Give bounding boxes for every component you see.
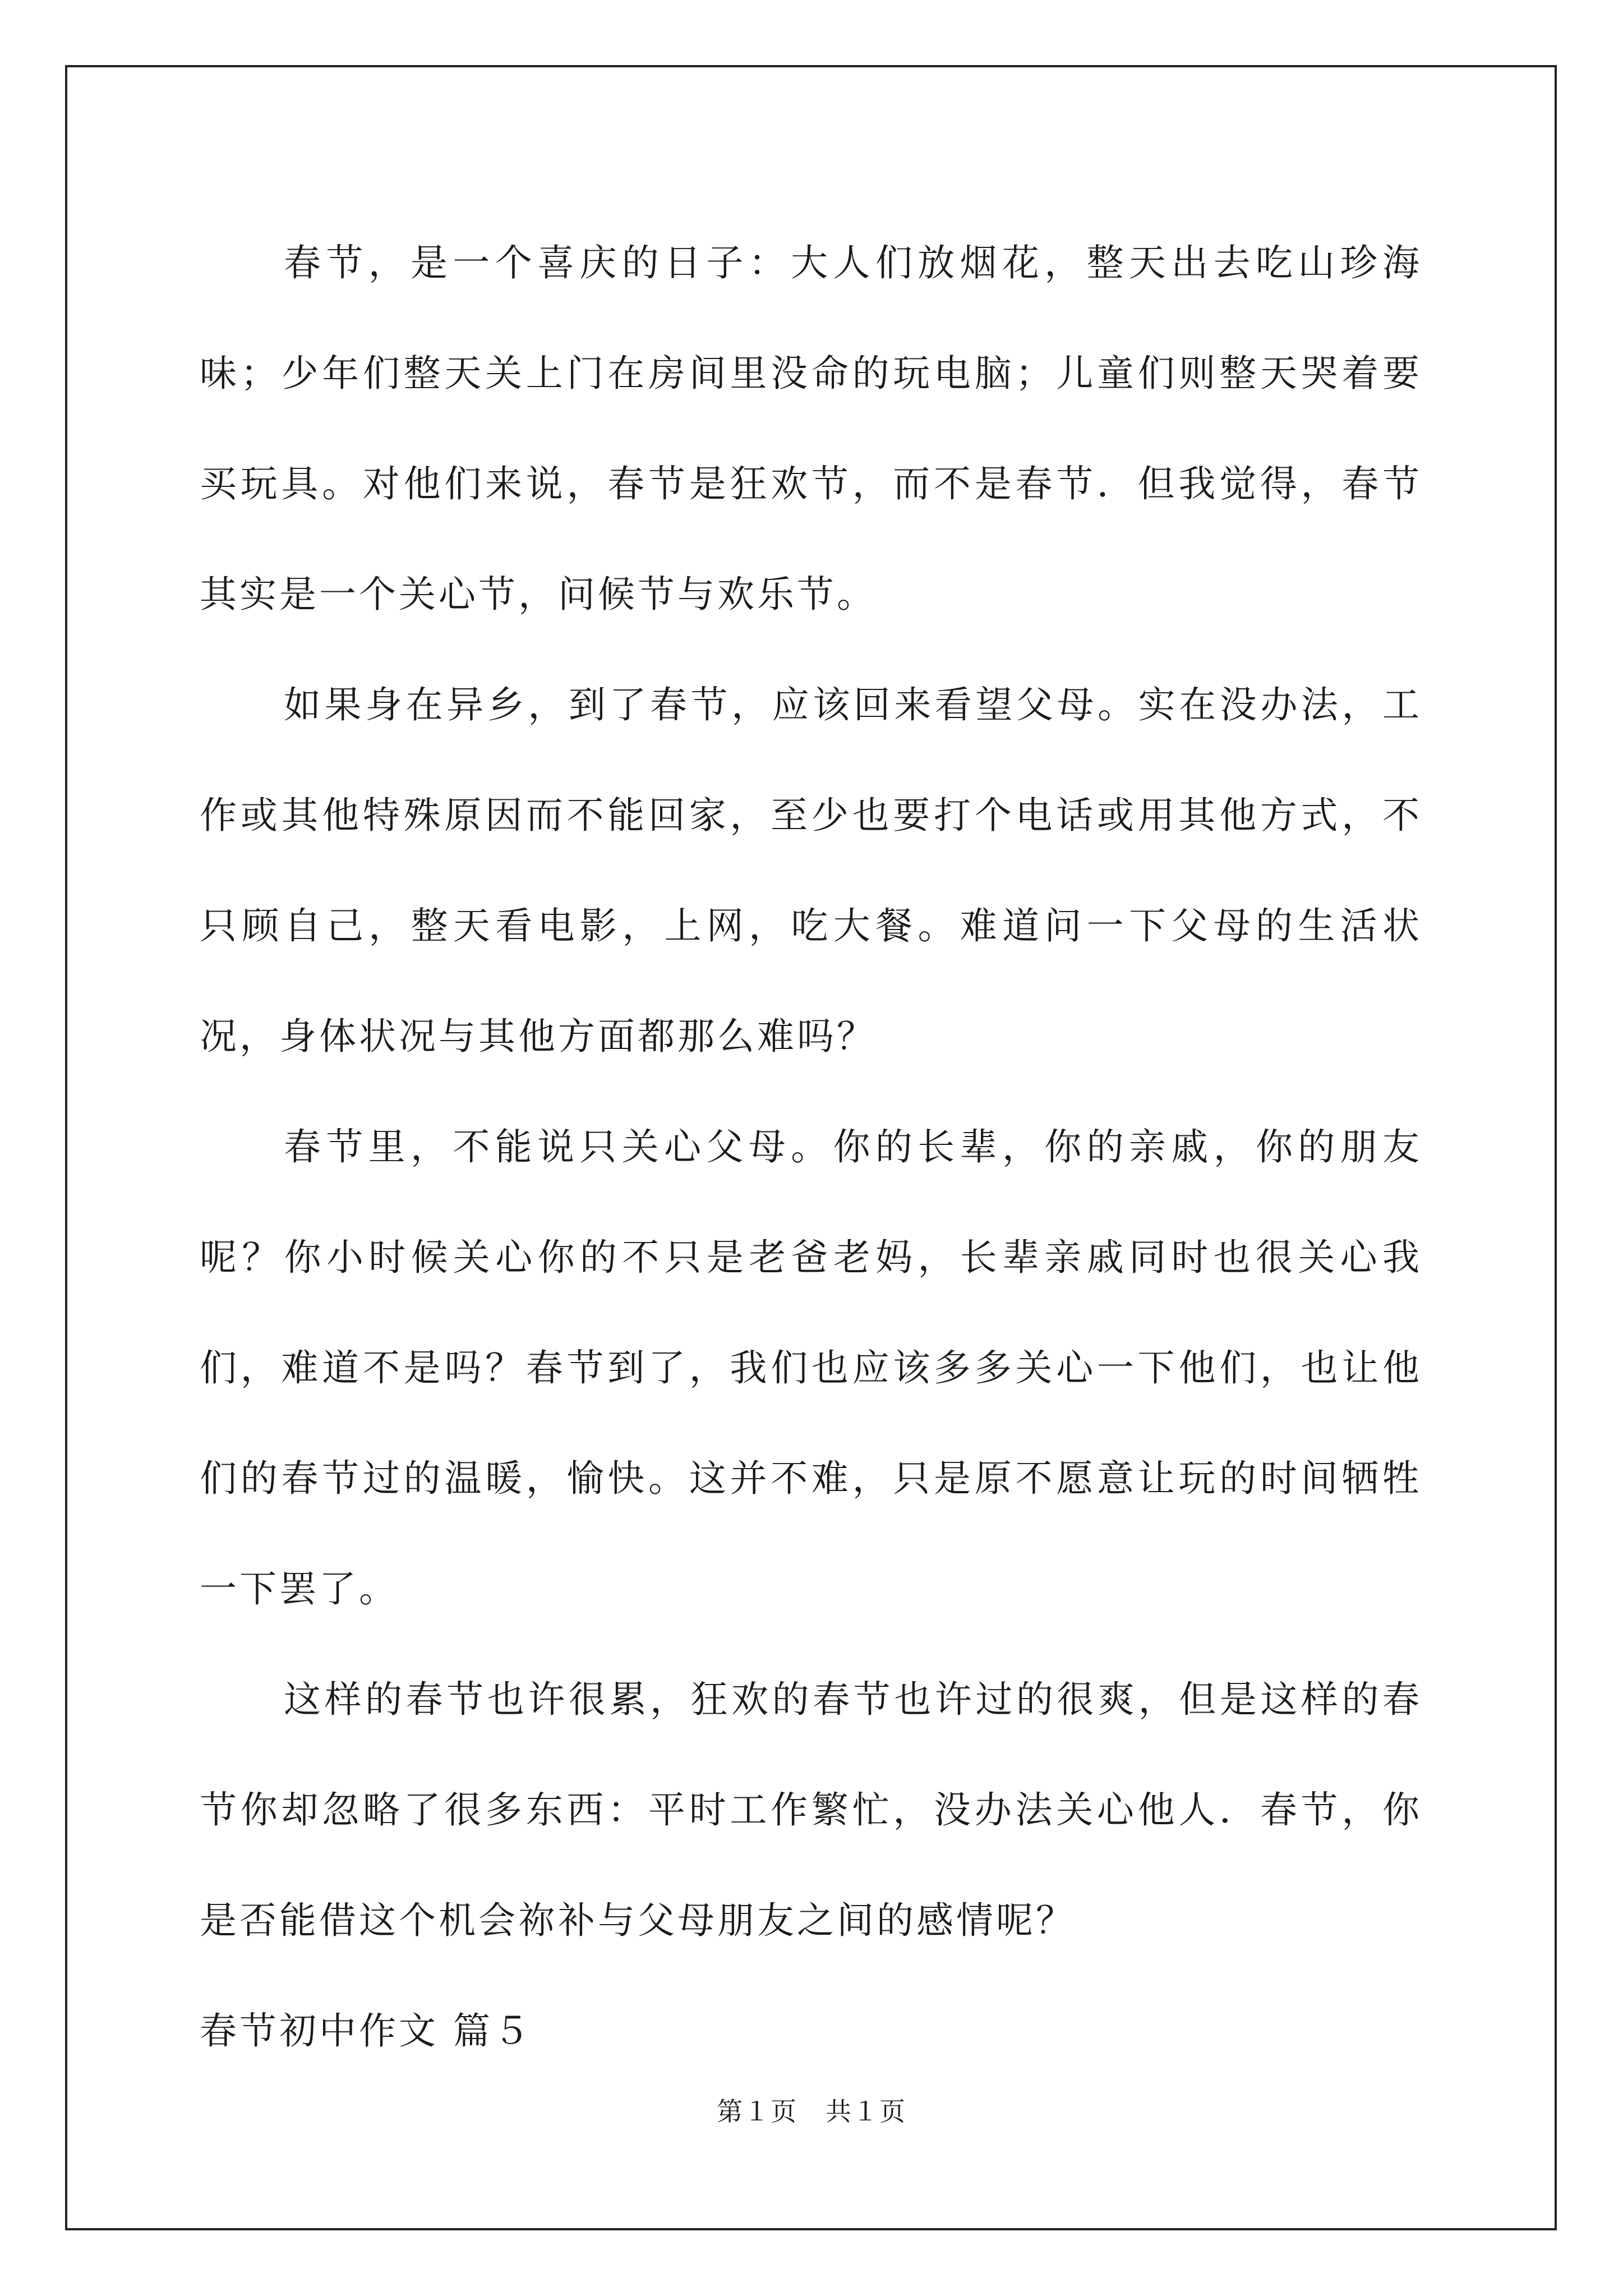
paragraph-3: 春节里，不能说只关心父母。你的长辈，你的亲戚，你的朋友呢？你小时候关心你的不只是老爸老妈，长辈亲戚同时也很关心我们，难道不是吗？春节到了，我们也应该多多关心一下他们，也让他们的春节过的温暖，愉快。这并不难，只是原不愿意让玩的时间牺牲一下罢了。 [200,1125,1422,1611]
paragraph-4: 这样的春节也许很累，狂欢的春节也许过的很爽，但是这样的春节你却忽略了很多东西：平时工作繁忙，没办法关心他人．春节，你是否能借这个机会祢补与父母朋友之间的感情呢？ [200,1678,1422,1942]
document-body [200,208,1422,2086]
page-footer [0,2091,1623,2128]
section-heading: 春节初中作文 篇５ [200,2009,533,2053]
page-number: 第１页 [717,2096,798,2127]
paragraph-2: 如果身在异乡，到了春节，应该回来看望父母。实在没办法，工作或其他特殊原因而不能回家，至少也要打个电话或用其他方式，不只顾自己，整天看电影，上网，吃大餐。难道问一下父母的生活状况，身体状况与其他方面都那么难吗？ [200,683,1422,1058]
page-total: 共１页 [825,2096,906,2127]
paragraph-1: 春节，是一个喜庆的日子：大人们放烟花，整天出去吃山珍海味；少年们整天关上门在房间里没命的玩电脑；儿童们则整天哭着要买玩具。对他们来说，春节是狂欢节，而不是春节．但我觉得，春节其实是一个关心节，问候节与欢乐节。 [200,241,1422,616]
